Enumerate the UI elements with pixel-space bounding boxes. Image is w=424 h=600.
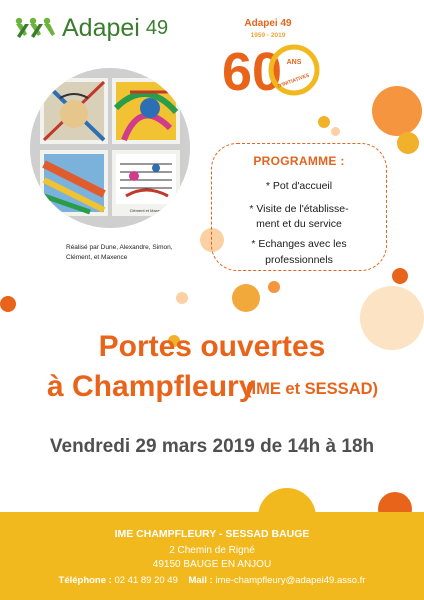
footer-org-name: IME CHAMPFLEURY - SESSAD BAUGE bbox=[114, 528, 310, 540]
phone-number[interactable]: 02 41 89 20 49 bbox=[114, 575, 178, 586]
programme-box bbox=[211, 143, 387, 271]
artwork-image bbox=[30, 68, 190, 228]
decor-dot bbox=[0, 296, 16, 312]
decor-dot bbox=[331, 127, 340, 136]
decor-dot bbox=[372, 86, 422, 136]
event-title-line2: à Champfleury bbox=[47, 370, 256, 403]
artwork-signature: Clément et Maxence bbox=[129, 208, 167, 213]
decor-dot bbox=[318, 116, 330, 128]
anniversary-number: 60 bbox=[222, 42, 283, 102]
footer-street: 2 Chemin de Rigné bbox=[169, 545, 255, 556]
event-title-suffix: (IME et SESSAD) bbox=[246, 380, 379, 398]
footer-band bbox=[0, 512, 424, 600]
decor-dot bbox=[268, 281, 280, 293]
anniversary-logo bbox=[220, 12, 330, 112]
artwork-photo bbox=[30, 68, 190, 228]
decor-dot bbox=[232, 284, 260, 312]
programme-title: PROGRAMME : bbox=[253, 154, 345, 168]
programme-item: * Echanges avec les bbox=[251, 238, 347, 250]
programme-item: * Pot d'accueil bbox=[265, 180, 333, 192]
brand-number: 49 bbox=[145, 17, 169, 39]
decor-dot bbox=[176, 292, 188, 304]
caption-line: Clément, et Maxence bbox=[66, 254, 128, 261]
anniversary-ans: ANS bbox=[286, 59, 302, 66]
footer-city: 49150 BAUGE EN ANJOU bbox=[152, 559, 272, 570]
footer-contact bbox=[0, 575, 424, 586]
programme-item: ment et du service bbox=[256, 218, 342, 230]
brand-name: Adapei bbox=[62, 14, 140, 42]
artwork-caption bbox=[66, 243, 173, 263]
mail-label: Mail : bbox=[188, 575, 213, 586]
decor-dot bbox=[392, 268, 408, 284]
event-title-line1: Portes ouvertes bbox=[98, 330, 326, 363]
phone-label: Téléphone : bbox=[58, 575, 112, 586]
programme-item: * Visite de l'établisse- bbox=[249, 203, 349, 215]
anniversary-org: Adapei 49 bbox=[244, 18, 292, 29]
anniversary-tagline: D'INITIATIVES bbox=[276, 72, 311, 90]
anniversary-years: 1959 - 2019 bbox=[250, 32, 286, 39]
programme-item: professionnels bbox=[265, 254, 333, 266]
caption-line: Réalisé par Dune, Alexandre, Simon, bbox=[66, 244, 173, 251]
adapei-logo bbox=[14, 14, 168, 43]
decor-dot bbox=[397, 132, 419, 154]
mail-address[interactable]: ime-champfleury@adapei49.asso.fr bbox=[215, 575, 366, 586]
event-date: Vendredi 29 mars 2019 de 14h à 18h bbox=[49, 436, 375, 457]
adapei-mark-icon bbox=[14, 16, 56, 42]
